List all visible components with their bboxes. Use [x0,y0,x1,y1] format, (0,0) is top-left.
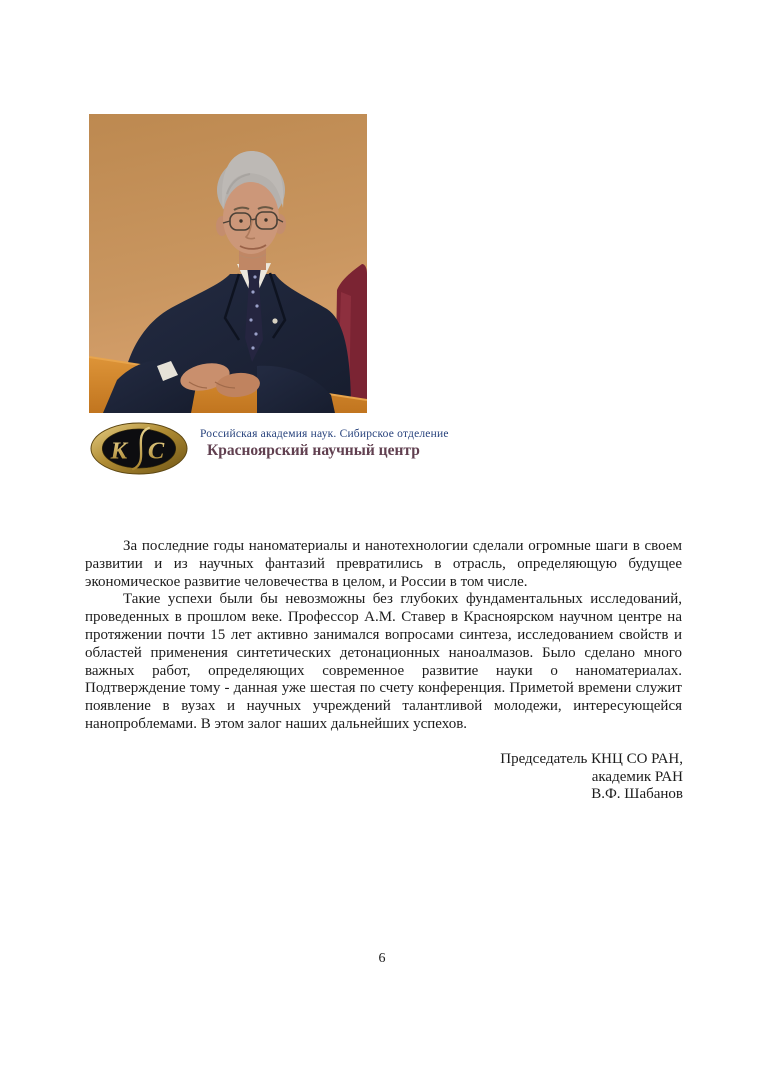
knc-logo-emblem [90,421,188,476]
org-name-line1: Российская академия наук. Сибирское отделение [200,428,449,440]
logo-block [90,420,610,480]
logo-letter-s: С [147,437,165,465]
signature-block [500,751,683,804]
logo-letter-k: К [110,437,128,465]
org-name-line2: Красноярский научный центр [207,442,420,459]
body-paragraph-1: За последние годы наноматериалы и нанотехнологии сделали огромные шаги в своем развитии и из научных фантазий превратились в отрасль, определяющую будущее экономическое развитие человечества в целом, и России в том числе. [85,538,682,590]
portrait-photo-graphic [89,114,367,413]
signature-line-title: Председатель КНЦ СО РАН, [500,751,683,767]
page-number: 6 [378,951,386,966]
signature-line-name: В.Ф. Шабанов [591,786,683,803]
signature-line-rank: академик РАН [591,768,683,785]
organization-name [200,428,449,460]
portrait-photo [89,114,367,413]
body-text [85,538,682,734]
body-paragraph-2: Такие успехи были бы невозможны без глубоких фундаментальных исследований, проведенных в прошлом веке. Профессор А.М. Ставер в Красноярском научном центре на протяжении почти 15 лет активно занимался вопросами синтеза, исследованием свойств и областей применения синтетических детонационных наноалмазов. Было сделано много важных работ, определяющих современное развитие науки о наноматериалах. Подтверждение тому - данная уже шестая по счету конференция. Приметой времени служит появление в вузах и научных учреждений талантливой молодежи, интересующейся нанопроблемами. В этом залог наших дальнейших успехов. [85,591,682,732]
